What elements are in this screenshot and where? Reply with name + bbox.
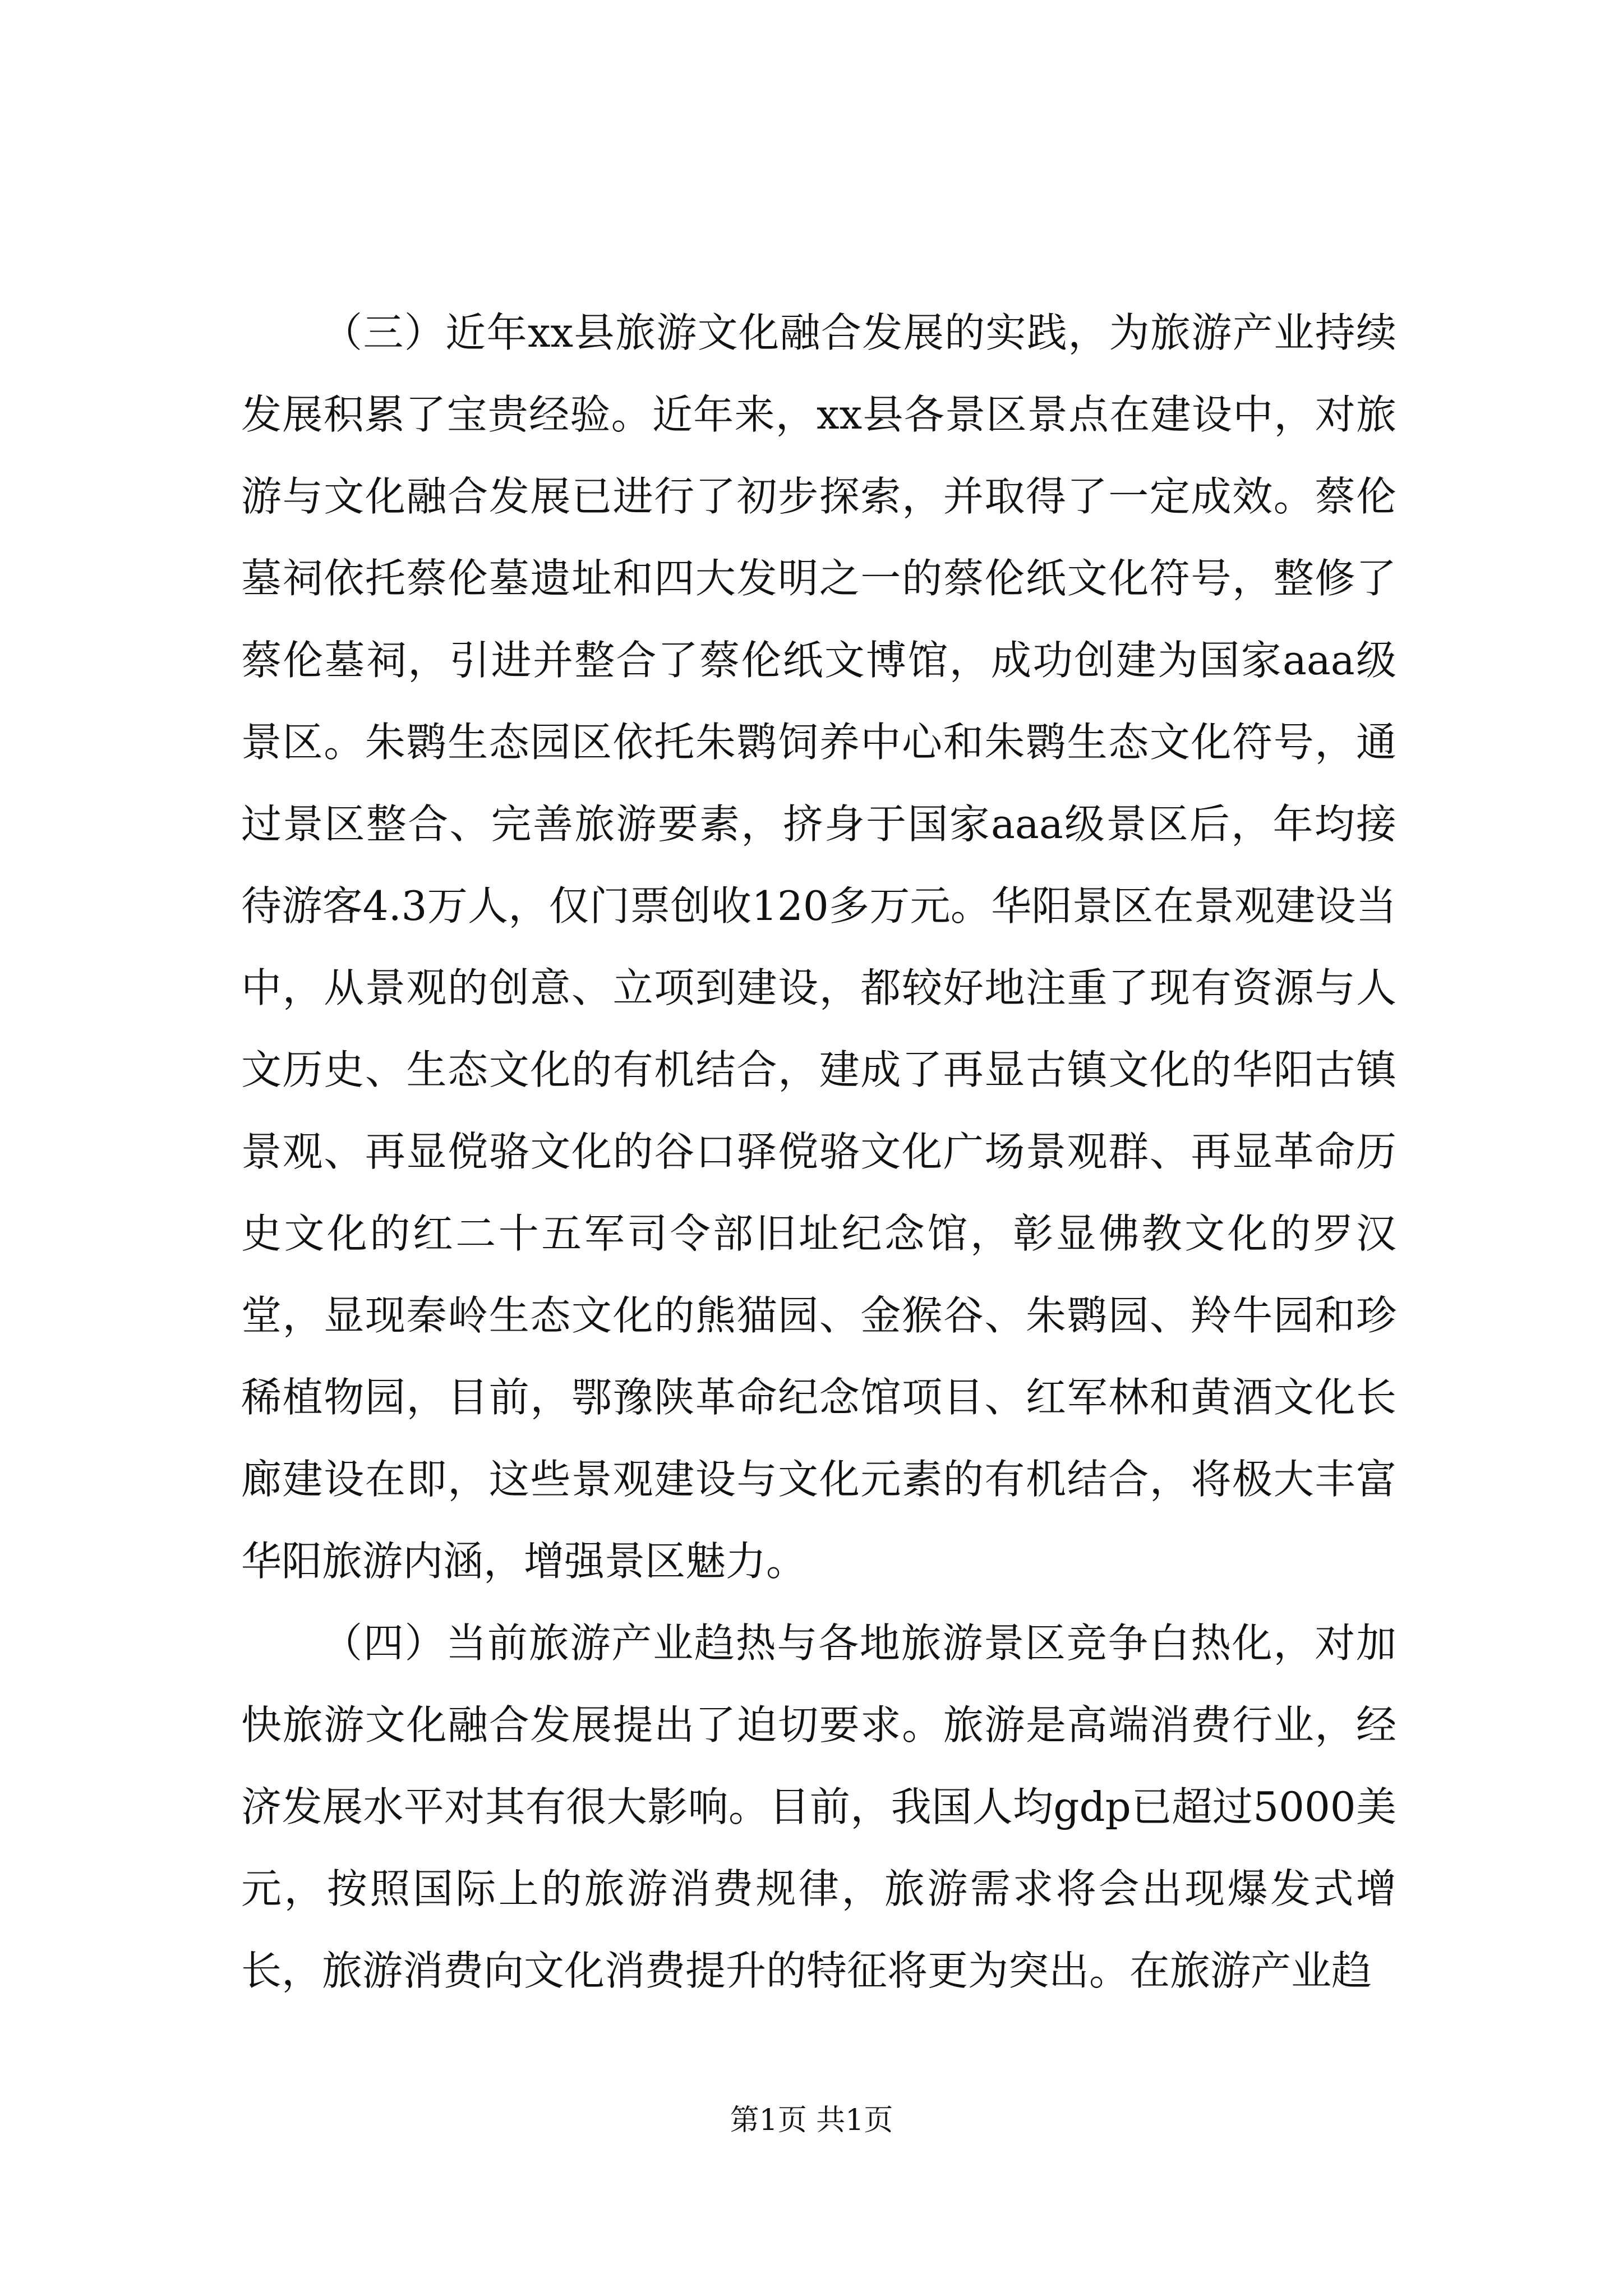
document-body: [241, 292, 1396, 2012]
paragraph-3: （三）近年xx县旅游文化融合发展的实践，为旅游产业持续发展积累了宝贵经验。近年来，xx县各景区景点在建设中，对旅游与文化融合发展已进行了初步探索，并取得了一定成效。蔡伦墓祠依托蔡伦墓遗址和四大发明之一的蔡伦纸文化符号，整修了蔡伦墓祠，引进并整合了蔡伦纸文博馆，成功创建为国家aaa级景区。朱鹮生态园区依托朱鹮饲养中心和朱鹮生态文化符号，通过景区整合、完善旅游要素，挤身于国家aaa级景区后，年均接待游客4.3万人，仅门票创收120多万元。华阳景区在景观建设当中，从景观的创意、立项到建设，都较好地注重了现有资源与人文历史、生态文化的有机结合，建成了再显古镇文化的华阳古镇景观、再显傥骆文化的谷口驿傥骆文化广场景观群、再显革命历史文化的红二十五军司令部旧址纪念馆，彰显佛教文化的罗汉堂，显现秦岭生态文化的熊猫园、金猴谷、朱鹮园、羚牛园和珍稀植物园，目前，鄂豫陕革命纪念馆项目、红军林和黄酒文化长廊建设在即，这些景观建设与文化元素的有机结合，将极大丰富华阳旅游内涵，增强景区魅力。: [241, 309, 1396, 1585]
paragraph-4: （四）当前旅游产业趋热与各地旅游景区竞争白热化，对加快旅游文化融合发展提出了迫切要求。旅游是高端消费行业，经济发展水平对其有很大影响。目前，我国人均gdp已超过5000美元，按照国际上的旅游消费规律，旅游需求将会出现爆发式增长，旅游消费向文化消费提升的特征将更为突出。在旅游产业趋: [241, 1619, 1396, 1994]
page-footer: 第1页 共1页: [730, 2104, 893, 2137]
